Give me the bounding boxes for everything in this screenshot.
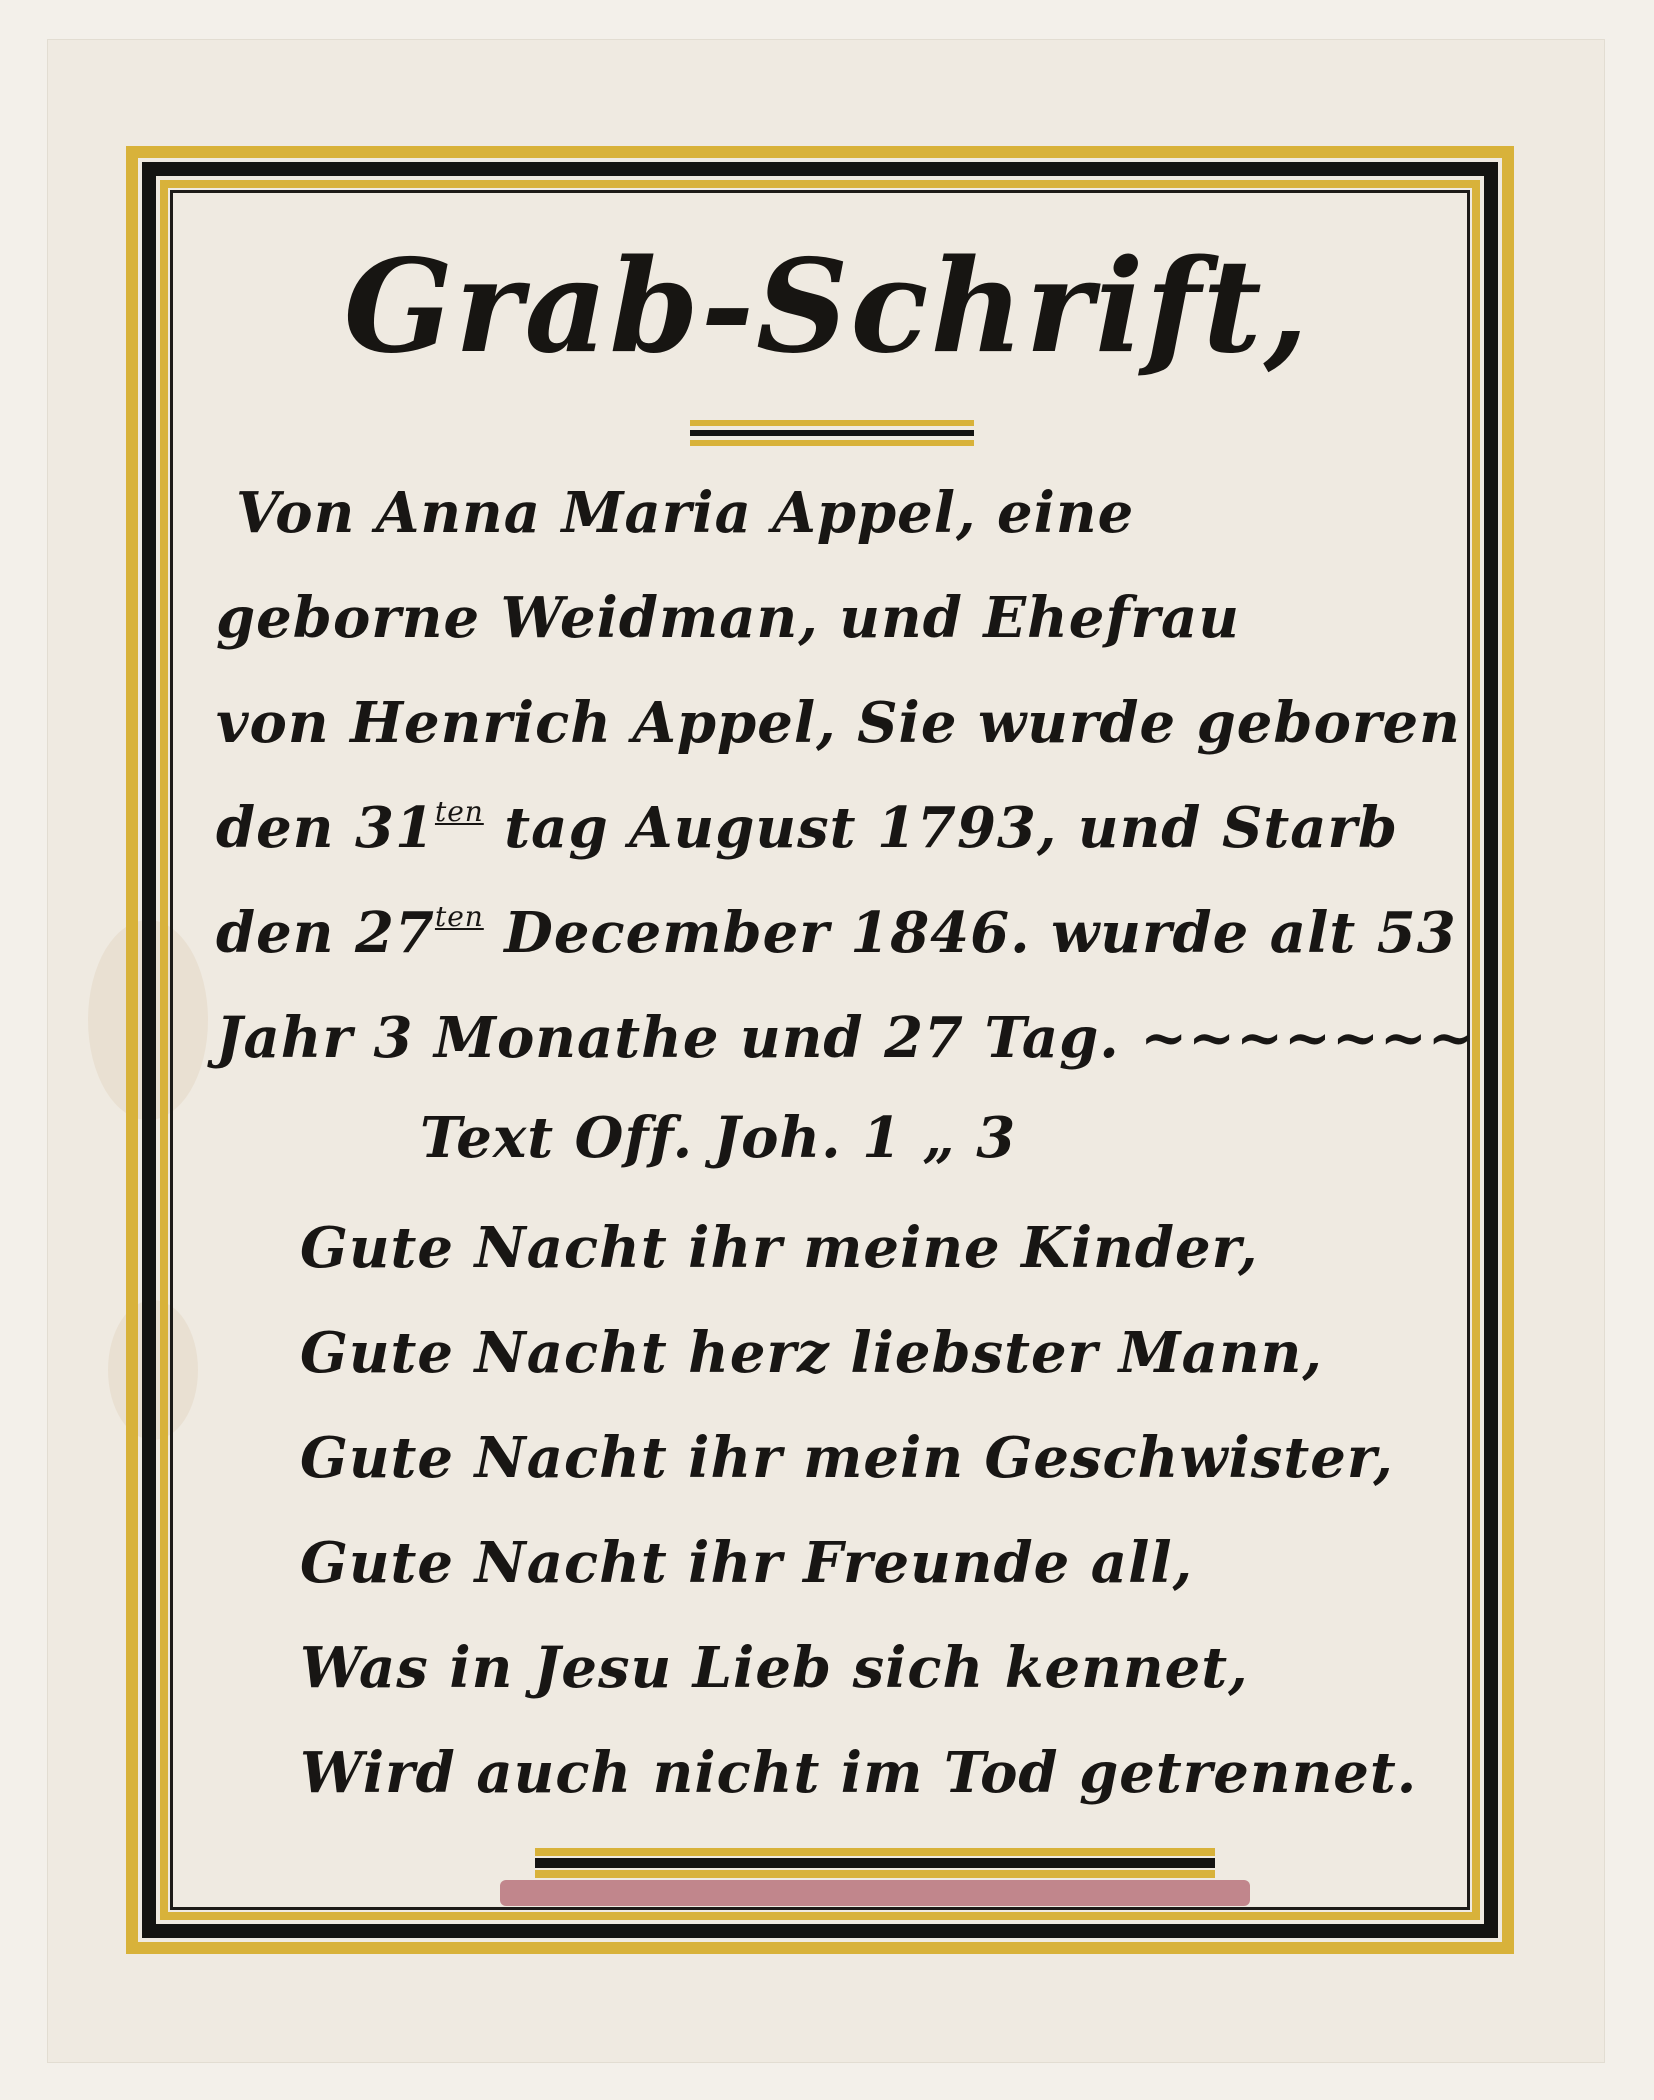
verse-line-6: Wird auch nicht im Tod getrennet. bbox=[300, 1740, 1418, 1806]
scripture-reference: Text Off. Joh. 1 „ 3 bbox=[420, 1105, 1017, 1171]
epitaph-line-3: von Henrich Appel, Sie wurde geboren bbox=[216, 690, 1461, 756]
verse-line-5: Was in Jesu Lieb sich kennet, bbox=[300, 1635, 1249, 1701]
verse-line-4: Gute Nacht ihr Freunde all, bbox=[300, 1530, 1194, 1596]
epitaph-line-6: Jahr 3 Monathe und 27 Tag. ~~~~~~~ bbox=[216, 1005, 1476, 1071]
epitaph-line-2: geborne Weidman, und Ehefrau bbox=[216, 585, 1240, 651]
page-title: Grab-Schrift, bbox=[343, 232, 1311, 382]
verse-line-2: Gute Nacht herz liebster Mann, bbox=[300, 1320, 1323, 1386]
epitaph-line-5: den $27^{ten}$ December 1846. wurde alt 53 bbox=[216, 900, 1457, 966]
verse-line-1: Gute Nacht ihr meine Kinder, bbox=[300, 1215, 1259, 1281]
epitaph-line-4: den $31^{ten}$ tag August 1793, und Starb bbox=[216, 795, 1399, 861]
verse-line-3: Gute Nacht ihr mein Geschwister, bbox=[300, 1425, 1394, 1491]
epitaph-line-1: Von Anna Maria Appel, eine bbox=[236, 480, 1135, 546]
